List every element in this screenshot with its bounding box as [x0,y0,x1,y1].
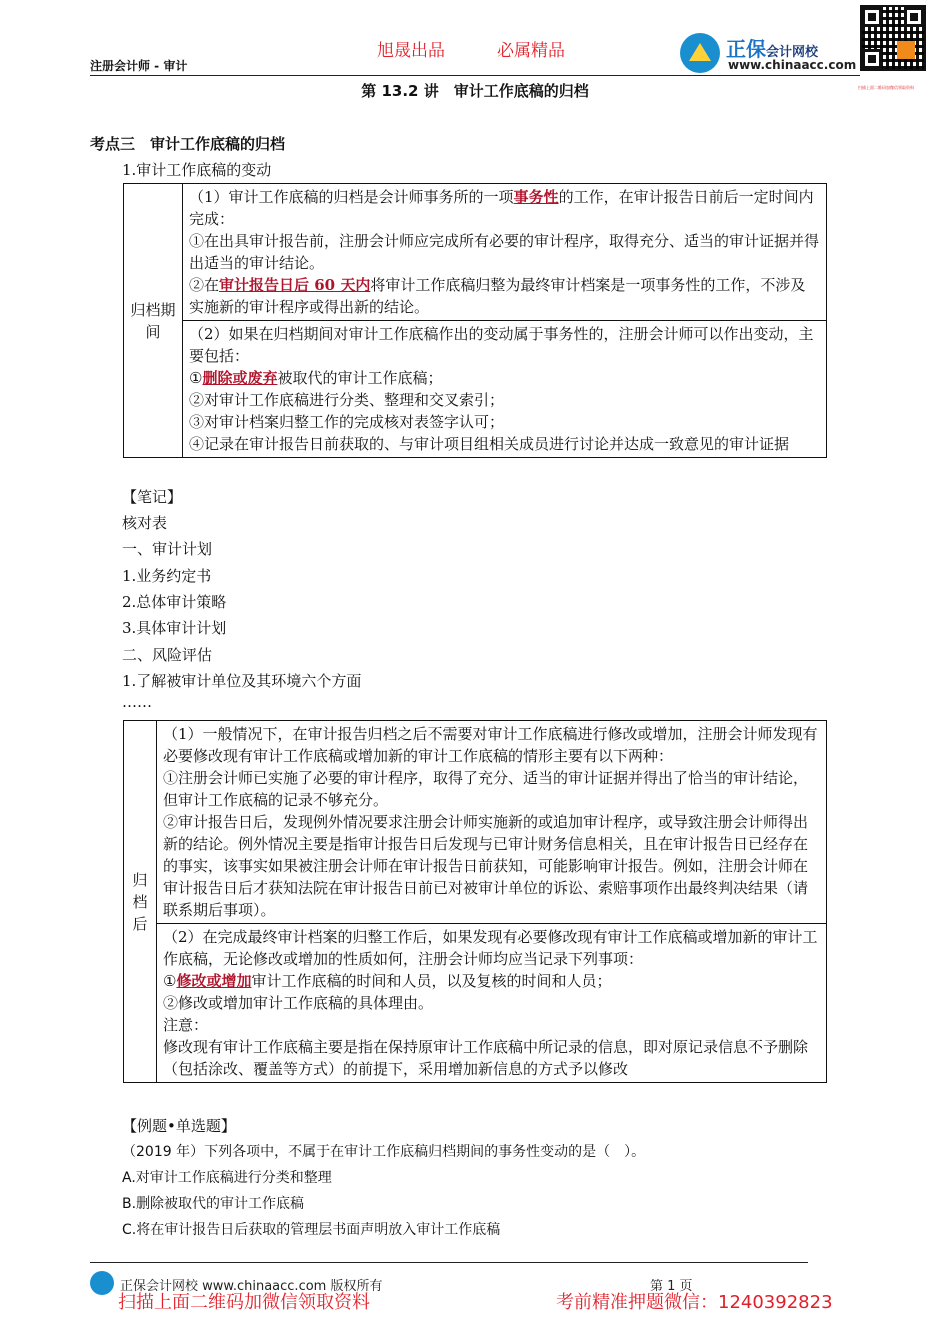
notes-line: 1.了解被审计单位及其环境六个方面 [122,672,362,690]
option-a[interactable]: A.对审计工作底稿进行分类和整理 [122,1170,332,1186]
qr-finder-icon [904,7,924,27]
example-question: （2019 年）下列各项中，不属于在审计工作底稿归档期间的事务性变动的是（ ）。 [122,1144,646,1160]
notes-line: 1.业务约定书 [122,567,212,585]
qr-finder-icon [862,49,882,69]
table2-item: ①注册会计师已实施了必要的审计程序，取得了充分、适当的审计证据并得出了恰当的审计结论，但审计工作底稿的记录不够充分。 [163,769,809,809]
keyword-highlight: 删除或废弃 [202,369,278,387]
table1-item: ③对审计档案归整工作的完成核对表签字认可； [189,413,505,431]
logo-emblem-icon [680,33,720,73]
notes-line: 二、风险评估 [122,646,213,664]
footer-copyright: 正保会计网校 www.chinaacc.com 版权所有 [120,1279,383,1294]
qr-center-logo-icon [897,41,915,59]
table1-item: ②对审计工作底稿进行分类、整理和交叉索引； [189,391,505,409]
option-c[interactable]: C.将在审计报告日后获取的管理层书面声明放入审计工作底稿 [122,1222,501,1238]
brand-right: 必属精品 [497,41,565,61]
table1-cell-2: （2）如果在归档期间对审计工作底稿作出的变动属于事务性的，注册会计师可以作出变动，主要包括： ①删除或废弃被取代的审计工作底稿； ②对审计工作底稿进行分类、整理和交叉索引； ③对审计档案归整工作的完成核对表签字认可； ④记录在审计报告日前获取的、与审计项目组相关成员进行讨论并达成一致意见的审计证据 [183,321,827,458]
notes-line: 2.总体审计策略 [122,593,227,611]
archive-period-table [123,183,827,458]
notes-line: 核对表 [122,514,168,532]
brand-left: 旭晟出品 [377,41,445,61]
option-b[interactable]: B.删除被取代的审计工作底稿 [122,1196,305,1212]
qr-finder-icon [862,7,882,27]
header-divider [90,75,860,76]
keyword-highlight: 修改或增加 [176,972,252,990]
table2-item: ②修改或增加审计工作底稿的具体理由。 [163,994,434,1012]
page-number: 第 1 页 [650,1279,693,1294]
table2-item: 注意： [163,1016,209,1034]
notes-ellipsis: …… [122,693,152,711]
section-title: 考点三 审计工作底稿的归档 [90,135,286,153]
lecture-title: 第 13.2 讲 审计工作底稿的归档 [361,82,589,100]
after-archive-label: 归 档 后 [124,721,157,1083]
logo-name: 正保 [726,37,766,61]
archive-period-label: 归档期间 [124,184,183,458]
table2-cell-2: （2）在完成最终审计档案的归整工作后，如果发现有必要修改现有审计工作底稿或增加新的审计工作底稿，无论修改或增加的性质如何，注册会计师均应当记录下列事项： ①修改或增加审计工作底稿的时间和人员，以及复核的时间和人员； ②修改或增加审计工作底稿的具体理由。 注意： 修改现有审计工作底稿主要是指在保持原审计工作底稿中所记录的信息，即对原记录信息不予删除（包括涂改、覆盖等方式）的前提下，采用增加新信息的方式予以修改 [157,924,827,1083]
notes-heading: 【笔记】 [122,488,183,506]
table1-item: ④记录在审计报告日前获取的、与审计项目组相关成员进行讨论并达成一致意见的审计证据 [189,435,790,453]
table1-item: （2）如果在归档期间对审计工作底稿作出的变动属于事务性的，注册会计师可以作出变动，主要包括： [189,325,814,365]
table2-item: （1）一般情况下，在审计报告归档之后不需要对审计工作底稿进行修改或增加，注册会计师发现有必要修改现有审计工作底稿或增加新的审计工作底稿的情形主要有以下两种： [163,725,818,765]
footer-logo-icon [90,1271,114,1295]
logo-url: www.chinaacc.com [728,58,857,72]
notes-line: 一、审计计划 [122,540,213,558]
table2-item: （2）在完成最终审计档案的归整工作后，如果发现有必要修改现有审计工作底稿或增加新的审计工作底稿，无论修改或增加的性质如何，注册会计师均应当记录下列事项： [163,928,818,968]
logo[interactable] [680,33,857,73]
example-heading: 【例题•单选题】 [122,1117,236,1135]
notes-line: 3.具体审计计划 [122,619,227,637]
course-name: 注册会计师 - 审计 [90,59,188,73]
keyword-highlight: 审计报告日后 60 天内 [219,276,371,294]
logo-sub: 会计网校 [766,45,819,60]
table1-cell-1: （1）审计工作底稿的归档是会计师事务所的一项事务性的工作，在审计报告日前后一定时间内完成： ①在出具审计报告前，注册会计师应完成所有必要的审计程序，取得充分、适当的审计证据并得出适当的审计结论。 ②在审计报告日后 60 天内将审计工作底稿归整为最终审计档案是一项事务性的工作，不涉及实施新的审计程序或得出新的结论。 [183,184,827,321]
table1-item: ①在出具审计报告前，注册会计师应完成所有必要的审计程序，取得充分、适当的审计证据并得出适当的审计结论。 [189,232,820,272]
promo-right: 考前精准押题微信：1240392823 [556,1292,833,1313]
subsection-title: 1.审计工作底稿的变动 [122,161,272,179]
table2-item: 修改现有审计工作底稿主要是指在保持原审计工作底稿中所记录的信息，即对原记录信息不予删除（包括涂改、覆盖等方式）的前提下，采用增加新信息的方式予以修改 [163,1038,809,1078]
table2-cell-1 [157,721,827,924]
qr-code-icon[interactable] [860,5,926,71]
footer-divider [90,1262,808,1263]
qr-caption: 扫描上面二维码加微信领取资料 [858,85,914,90]
promo-left: 扫描上面二维码加微信领取资料 [118,1292,370,1313]
keyword-highlight: 事务性 [513,188,559,206]
table2-item: ②审计报告日后，发现例外情况要求注册会计师实施新的或追加审计程序，或导致注册会计师得出新的结论。例外情况主要是指审计报告日后发现与已审计财务信息相关，且在审计报告日已经存在的事实，该事实如果被注册会计师在审计报告日前获知，可能影响审计报告。例如，注册会计师在审计报告日后才获知法院在审计报告日前已对被审计单位的诉讼、索赔事项作出最终判决结果（请联系期后事项）。 [163,813,809,919]
after-archive-table [123,720,827,1083]
